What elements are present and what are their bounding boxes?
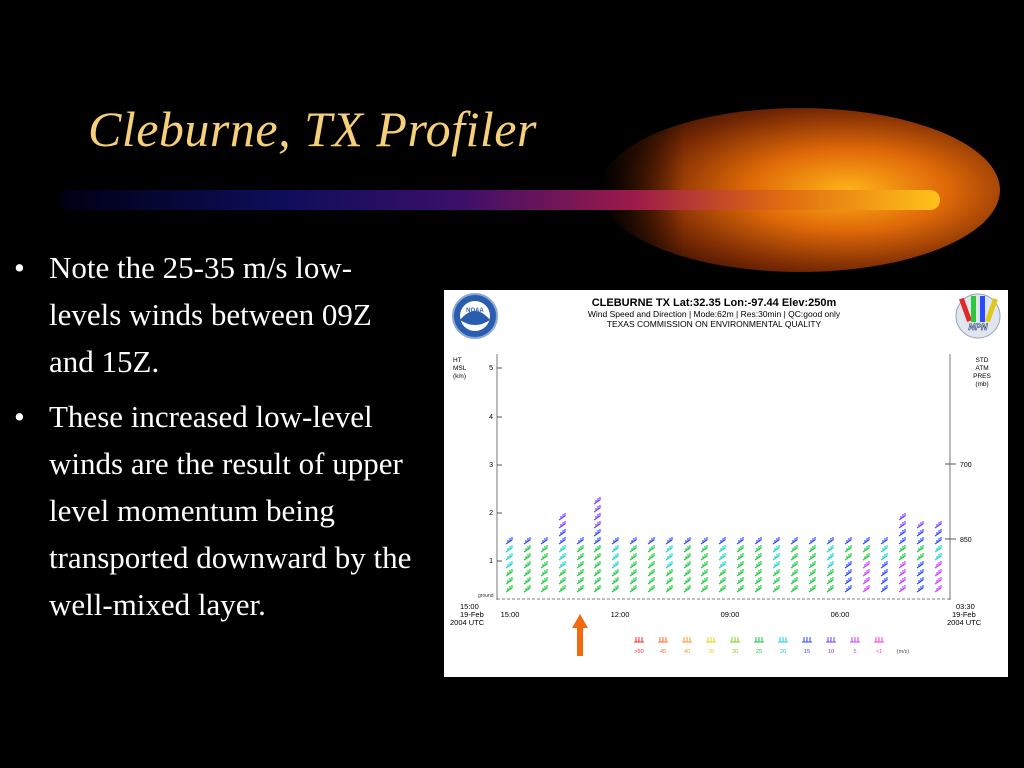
profiler-wind-chart [444, 290, 1008, 677]
wind-barb [559, 561, 565, 568]
wind-barb [524, 553, 530, 560]
wind-barb [737, 577, 743, 584]
wind-barb [577, 553, 583, 560]
wind-barb [594, 569, 600, 576]
legend-barb [682, 637, 692, 642]
wind-barb [559, 529, 565, 536]
wind-barb [524, 577, 530, 584]
wind-barb [684, 569, 690, 576]
legend-label: 10 [827, 649, 835, 655]
wind-barb [666, 561, 672, 568]
wind-barb [630, 545, 636, 552]
wind-barb [863, 561, 869, 568]
wind-barb [577, 561, 583, 568]
wind-barb [559, 553, 565, 560]
wind-barb [863, 553, 869, 560]
wind-barb [881, 545, 887, 552]
wind-barb [594, 577, 600, 584]
wind-barb [827, 561, 833, 568]
wind-barb [541, 561, 547, 568]
wind-barb [541, 537, 547, 544]
wind-barb [524, 537, 530, 544]
legend-barb [634, 637, 644, 642]
wind-barb [899, 537, 905, 544]
wind-barb [666, 545, 672, 552]
wind-barb [684, 585, 690, 592]
legend-label: >50 [634, 649, 644, 655]
wind-barb [701, 537, 707, 544]
end-label-time: 03:30 [956, 602, 975, 611]
wind-barb [827, 569, 833, 576]
bullet-item [14, 393, 424, 628]
wind-barb [737, 537, 743, 544]
wind-barb [612, 553, 618, 560]
wind-barb [506, 577, 512, 584]
left-axis-label-1: HT [453, 357, 462, 364]
wind-barb [917, 561, 923, 568]
wind-barb [935, 585, 941, 592]
legend-label: 20 [779, 649, 787, 655]
wind-barb [559, 569, 565, 576]
wind-barb [666, 537, 672, 544]
wind-barb [899, 577, 905, 584]
wind-barb [666, 569, 672, 576]
wind-barb [577, 537, 583, 544]
wind-barb [827, 553, 833, 560]
wind-barb [594, 537, 600, 544]
legend-barb [706, 637, 716, 642]
wind-barb [935, 521, 941, 528]
wind-barb [773, 569, 779, 576]
wind-barb [935, 577, 941, 584]
wind-barb [845, 569, 851, 576]
wind-barb [737, 569, 743, 576]
wind-barb [559, 577, 565, 584]
wind-barb [612, 561, 618, 568]
wind-barb [684, 577, 690, 584]
wind-barb [737, 545, 743, 552]
wind-barb [935, 553, 941, 560]
wind-barb [577, 569, 583, 576]
wind-barb [559, 537, 565, 544]
wind-barb [684, 553, 690, 560]
wind-barb [666, 577, 672, 584]
wind-barb [809, 553, 815, 560]
wind-barb [737, 553, 743, 560]
bullet-glyph: • [14, 250, 25, 285]
bullet-glyph: • [14, 399, 25, 434]
wind-barb [827, 585, 833, 592]
legend-barb [754, 637, 764, 642]
wind-barb [594, 561, 600, 568]
wind-barb [881, 577, 887, 584]
end-label-year: 2004 UTC [947, 618, 982, 627]
wind-barb [701, 553, 707, 560]
wind-barb [737, 585, 743, 592]
wind-barb [917, 537, 923, 544]
wind-barb [917, 545, 923, 552]
wind-barb [755, 537, 761, 544]
legend-label: 45 [659, 649, 667, 655]
wind-barb [630, 577, 636, 584]
wind-barb [506, 569, 512, 576]
wind-barb [719, 561, 725, 568]
bullet-text: Note the 25-35 m/s low-levels winds between 09Z and 15Z. [49, 250, 372, 379]
wind-barb [506, 585, 512, 592]
wind-barb [917, 529, 923, 536]
wind-barb [506, 537, 512, 544]
wind-barb [541, 569, 547, 576]
wind-barb [845, 537, 851, 544]
wind-barb [648, 569, 654, 576]
wind-barb [737, 561, 743, 568]
wind-barb [524, 545, 530, 552]
left-tick-5: 5 [489, 365, 493, 372]
legend-barb [658, 637, 668, 642]
left-tick-2: 2 [489, 510, 493, 517]
wind-barb [701, 561, 707, 568]
legend-barb [730, 637, 740, 642]
wind-barb [881, 561, 887, 568]
wind-barb [594, 585, 600, 592]
x-tick-label: 12:00 [610, 610, 630, 619]
wind-barb [719, 537, 725, 544]
wind-barb [719, 569, 725, 576]
profiler-plot [444, 290, 1008, 677]
wind-barb [773, 585, 779, 592]
wind-barb [648, 553, 654, 560]
x-tick-label: 06:00 [830, 610, 850, 619]
wind-barb [648, 577, 654, 584]
legend-label: <1 [875, 649, 883, 655]
wind-barb [917, 521, 923, 528]
wind-barb [559, 513, 565, 520]
wind-barb [506, 553, 512, 560]
wind-barb [845, 545, 851, 552]
wind-barb [773, 561, 779, 568]
wind-barb [630, 585, 636, 592]
wind-barb [684, 537, 690, 544]
legend-barb [850, 637, 860, 642]
wind-barb [559, 585, 565, 592]
wind-barb [524, 561, 530, 568]
wind-barb [755, 545, 761, 552]
wind-barb [899, 585, 905, 592]
left-axis-label-2: MSL [453, 365, 467, 372]
wind-barb [791, 553, 797, 560]
wind-barb [881, 537, 887, 544]
wind-barb [809, 585, 815, 592]
left-axis-label-3: (km) [453, 373, 466, 380]
wind-barb [863, 585, 869, 592]
wind-barb [863, 577, 869, 584]
slide-title: Cleburne, TX Profiler [88, 101, 537, 157]
npn-logo-text: NPN [968, 322, 988, 332]
wind-barb [577, 545, 583, 552]
wind-barb [863, 537, 869, 544]
start-label-year: 2004 UTC [450, 618, 485, 627]
wind-barb [881, 585, 887, 592]
wind-barb [612, 545, 618, 552]
bullet-list [14, 244, 424, 636]
wind-barb [917, 569, 923, 576]
wind-barb [935, 569, 941, 576]
wind-barb [935, 545, 941, 552]
wind-barb [541, 585, 547, 592]
wind-barb [719, 585, 725, 592]
wind-barb [935, 529, 941, 536]
wind-barb [845, 561, 851, 568]
wind-barb [755, 569, 761, 576]
wind-barb [612, 569, 618, 576]
legend-barb [826, 637, 836, 642]
wind-barb [630, 553, 636, 560]
start-label-time: 15:00 [460, 602, 479, 611]
wind-barb [719, 577, 725, 584]
wind-barb [935, 561, 941, 568]
wind-barb [791, 569, 797, 576]
wind-barb [594, 529, 600, 536]
wind-barb [827, 577, 833, 584]
wind-barb [899, 521, 905, 528]
up-arrow-icon [570, 612, 590, 658]
end-label-date: 19-Feb [952, 610, 976, 619]
wind-barb [755, 585, 761, 592]
wind-barb [701, 545, 707, 552]
wind-barb [917, 553, 923, 560]
wind-barb [791, 545, 797, 552]
wind-barb [773, 537, 779, 544]
wind-barb [612, 585, 618, 592]
legend-barb [874, 637, 884, 642]
wind-barb [524, 569, 530, 576]
wind-barb [719, 553, 725, 560]
wind-barb [684, 545, 690, 552]
legend-label: 40 [683, 649, 691, 655]
wind-barb [594, 553, 600, 560]
left-tick-4: 4 [489, 414, 493, 421]
ground-label: ground [478, 593, 494, 599]
legend-label: 5 [853, 649, 857, 655]
start-label-date: 19-Feb [460, 610, 484, 619]
wind-barb [666, 585, 672, 592]
wind-barb [541, 577, 547, 584]
legend-label: 30 [731, 649, 739, 655]
right-tick-850: 850 [960, 537, 972, 544]
legend-label: (m/s) [896, 649, 910, 655]
wind-barb [791, 561, 797, 568]
wind-barb [899, 553, 905, 560]
wind-barb [899, 529, 905, 536]
wind-barb [809, 561, 815, 568]
wind-barb [899, 513, 905, 520]
wind-barb [881, 569, 887, 576]
wind-barb [630, 569, 636, 576]
wind-barb [612, 577, 618, 584]
wind-barb [899, 545, 905, 552]
wind-barbs [506, 497, 941, 592]
wind-barb [917, 577, 923, 584]
wind-barb [899, 561, 905, 568]
wind-barb [577, 577, 583, 584]
wind-barb [719, 545, 725, 552]
wind-barb [773, 545, 779, 552]
wind-barb [648, 545, 654, 552]
wind-barb [755, 577, 761, 584]
wind-barb [630, 561, 636, 568]
wind-barb [541, 545, 547, 552]
wind-barb [755, 553, 761, 560]
speed-legend [634, 637, 909, 655]
wind-barb [809, 569, 815, 576]
wind-barb [791, 585, 797, 592]
legend-label: 35 [707, 649, 715, 655]
wind-barb [899, 569, 905, 576]
wind-barb [559, 545, 565, 552]
right-axis-label-2: ATM [975, 365, 989, 372]
profiler-header-line3: TEXAS COMMISSION ON ENVIRONMENTAL QUALITY [606, 319, 822, 329]
wind-barb [524, 585, 530, 592]
wind-barb [506, 545, 512, 552]
wind-barb [648, 561, 654, 568]
wind-barb [791, 577, 797, 584]
left-tick-1: 1 [489, 558, 493, 565]
wind-barb [809, 537, 815, 544]
bullet-text: These increased low-level winds are the result of upper level momentum being transported downward by the well-mixed layer. [49, 399, 412, 622]
wind-barb [594, 505, 600, 512]
legend-label: 25 [755, 649, 763, 655]
wind-barb [701, 569, 707, 576]
wind-barb [827, 537, 833, 544]
right-axis-label-1: STD [975, 357, 989, 364]
wind-barb [541, 553, 547, 560]
profiler-header-line1: CLEBURNE TX Lat:32.35 Lon:-97.44 Elev:250m [591, 297, 837, 309]
right-tick-700: 700 [960, 462, 972, 469]
noaa-logo-text: NOAA [466, 308, 484, 314]
left-tick-3: 3 [489, 462, 493, 469]
noaa-logo [453, 294, 497, 338]
wind-barb [917, 585, 923, 592]
wind-barb [791, 537, 797, 544]
wind-barb [594, 497, 600, 504]
wind-barb [506, 561, 512, 568]
npn-logo [956, 294, 1000, 338]
wind-barb [666, 553, 672, 560]
wind-barb [863, 545, 869, 552]
wind-barb [881, 553, 887, 560]
wind-barb [809, 545, 815, 552]
wind-barb [594, 521, 600, 528]
wind-barb [845, 553, 851, 560]
wind-barb [559, 521, 565, 528]
wind-barb [648, 585, 654, 592]
wind-barb [684, 561, 690, 568]
wind-barb [594, 545, 600, 552]
wind-barb [701, 585, 707, 592]
wind-barb [773, 577, 779, 584]
wind-barb [577, 585, 583, 592]
right-axis-label-4: (mb) [975, 381, 989, 388]
right-axis-label-3: PRES [973, 373, 991, 380]
wind-barb [827, 545, 833, 552]
wind-barb [594, 513, 600, 520]
wind-barb [863, 569, 869, 576]
bullet-item [14, 244, 424, 385]
wind-barb [701, 577, 707, 584]
legend-barb [778, 637, 788, 642]
x-tick-label: 15:00 [500, 610, 520, 619]
x-tick-label: 09:00 [720, 610, 740, 619]
wind-barb [755, 561, 761, 568]
wind-barb [935, 537, 941, 544]
wind-barb [630, 537, 636, 544]
wind-barb [809, 577, 815, 584]
wind-barb [845, 577, 851, 584]
legend-label: 15 [803, 649, 811, 655]
wind-barb [612, 537, 618, 544]
wind-barb [845, 585, 851, 592]
wind-barb [648, 537, 654, 544]
legend-barb [802, 637, 812, 642]
wind-barb [773, 553, 779, 560]
profiler-header-line2: Wind Speed and Direction | Mode:62m | Res:30min | QC:good only [587, 309, 841, 319]
